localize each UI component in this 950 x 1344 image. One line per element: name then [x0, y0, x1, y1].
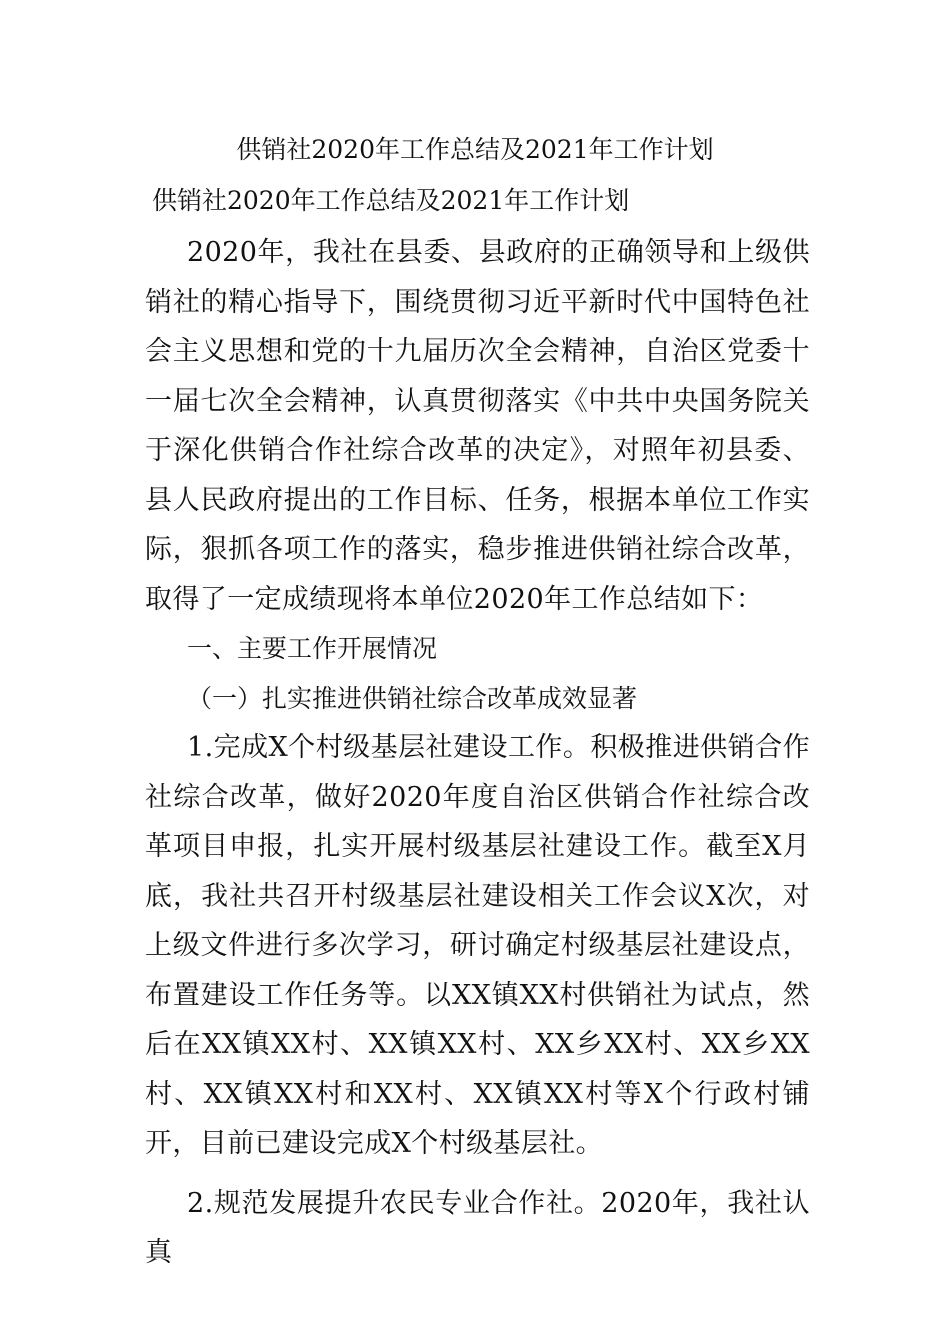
item-paragraph-2: 2.规范发展提升农民专业合作社。2020年，我社认真: [145, 1187, 810, 1268]
subsection-heading: （一）扎实推进供销社综合改革成效显著: [187, 683, 638, 713]
section-heading: 一、主要工作开展情况: [187, 634, 438, 663]
document-title: 供销社2020年工作总结及2021年工作计划: [236, 135, 714, 164]
paragraph-spacer: [145, 1169, 810, 1179]
document-body: [145, 228, 810, 1278]
document-subtitle: 供销社2020年工作总结及2021年工作计划: [152, 186, 630, 215]
intro-paragraph: 2020年，我社在县委、县政府的正确领导和上级供销社的精心指导下，围绕贯彻习近平新时代中国特色社会主义思想和党的十九届历次全会精神，自治区党委十一届七次全会精神，认真贯彻落实《中共中央国务院关于深化供销合作社综合改革的决定》，对照年初县委、县人民政府提出的工作目标、任务，根据本单位工作实际，狠抓各项工作的落实，稳步推进供销社综合改革，取得了一定成绩现将本单位2020年工作总结如下：: [145, 237, 810, 615]
item-paragraph-1: 1.完成X个村级基层社建设工作。积极推进供销合作社综合改革，做好2020年度自治区供销合作社综合改革项目申报，扎实开展村级基层社建设工作。截至X月底，我社共召开村级基层社建设相关工作会议X次，对上级文件进行多次学习，研讨确定村级基层社建设点，布置建设工作任务等。以XX镇XX村供销社为试点，然后在XX镇XX村、XX镇XX村、XX乡XX村、XX乡XX村、XX镇XX村和XX村、XX镇XX村等X个行政村铺开，目前已建设完成X个村级基层社。: [145, 732, 810, 1159]
